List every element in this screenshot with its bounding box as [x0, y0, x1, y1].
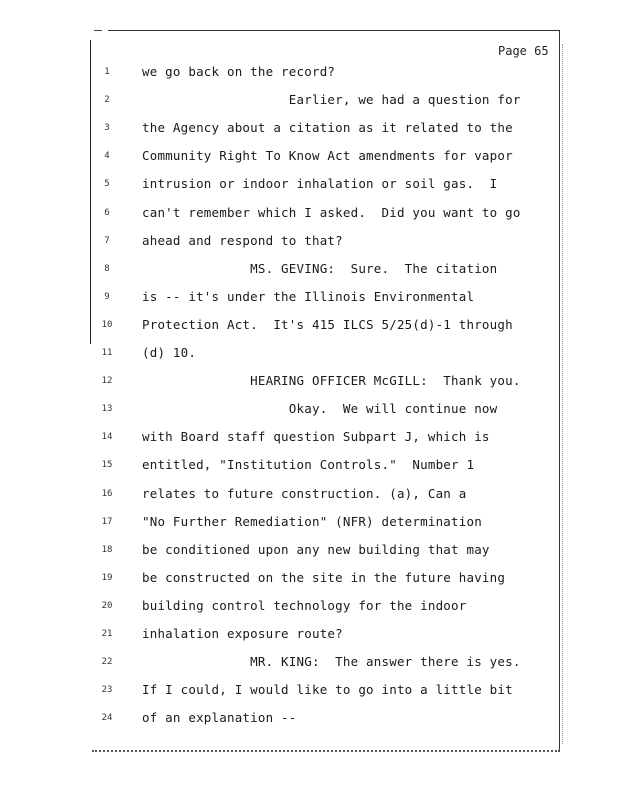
line-number: 19 [101, 572, 113, 583]
line-text: MS. GEVING: Sure. The citation [142, 260, 498, 276]
line-number: 10 [101, 319, 113, 330]
transcript-line [0, 64, 560, 82]
line-text: of an explanation -- [142, 710, 297, 726]
corner-mark [94, 30, 102, 31]
line-text: Community Right To Know Act amendments for vapor [142, 148, 513, 164]
transcript-line [0, 261, 560, 279]
line-number: 22 [101, 657, 113, 668]
line-number: 18 [101, 544, 113, 555]
line-text: can't remember which I asked. Did you want to go [142, 204, 521, 220]
page-number: Page 65 [498, 44, 549, 58]
line-text: building control technology for the indoor [142, 597, 467, 613]
line-number: 14 [101, 432, 113, 443]
transcript-line [0, 486, 560, 504]
line-number: 15 [101, 460, 113, 471]
line-number: 7 [104, 235, 110, 246]
page-frame-top [108, 30, 560, 31]
transcript-line [0, 148, 560, 166]
line-text: "No Further Remediation" (NFR) determination [142, 513, 482, 529]
transcript-line [0, 457, 560, 475]
line-number: 11 [101, 348, 113, 358]
line-text: If I could, I would like to go into a little bit [142, 682, 513, 698]
line-text: we go back on the record? [142, 64, 336, 79]
transcript-line [0, 682, 560, 700]
line-number: 2 [104, 95, 110, 106]
line-number: 13 [101, 404, 113, 415]
line-text: intrusion or indoor inhalation or soil gas. I [142, 176, 498, 192]
transcript-line [0, 401, 560, 419]
transcript-line [0, 176, 560, 194]
line-number: 20 [101, 600, 113, 611]
transcript-line [0, 233, 560, 251]
line-text: entitled, "Institution Controls." Number 1 [142, 457, 475, 473]
line-text: (d) 10. [142, 345, 197, 360]
line-number: 1 [104, 67, 110, 77]
line-number: 16 [101, 488, 113, 499]
line-text: HEARING OFFICER McGILL: Thank you. [142, 373, 521, 389]
line-text: MR. KING: The answer there is yes. [142, 654, 521, 670]
transcript-line [0, 710, 560, 728]
line-number: 5 [104, 179, 110, 190]
line-text: Protection Act. It's 415 ILCS 5/25(d)-1 through [142, 316, 513, 332]
line-text: Okay. We will continue now [142, 401, 498, 417]
line-text: is -- it's under the Illinois Environmental [142, 288, 475, 304]
page-bottom-rule [92, 750, 560, 752]
transcript-line [0, 570, 560, 588]
transcript-line [0, 429, 560, 447]
transcript-line [0, 654, 560, 672]
transcript-line [0, 373, 560, 391]
line-text: relates to future construction. (a), Can a [142, 485, 467, 501]
transcript-line [0, 317, 560, 335]
line-number: 12 [101, 376, 113, 387]
line-number: 4 [104, 151, 110, 162]
line-number: 17 [101, 516, 113, 527]
transcript-line [0, 92, 560, 110]
line-number: 8 [104, 263, 110, 274]
transcript-line [0, 289, 560, 307]
line-number: 23 [101, 685, 113, 696]
line-text: Earlier, we had a question for [142, 92, 521, 108]
line-text: inhalation exposure route? [142, 626, 343, 641]
line-number: 6 [104, 207, 110, 218]
line-number: 21 [101, 629, 113, 639]
transcript-line [0, 514, 560, 532]
line-text: be conditioned upon any new building that may [142, 541, 490, 557]
line-number: 3 [104, 123, 110, 134]
transcript-line [0, 598, 560, 616]
transcript-line [0, 626, 560, 644]
line-number: 9 [104, 291, 110, 302]
transcript-line [0, 542, 560, 560]
line-text: the Agency about a citation as it related to the [142, 120, 513, 136]
page-frame-right-dotted [562, 44, 564, 744]
transcript-line [0, 120, 560, 138]
line-text: ahead and respond to that? [142, 232, 343, 248]
transcript-line [0, 205, 560, 223]
line-number: 24 [101, 713, 113, 724]
transcript-line [0, 345, 560, 363]
line-text: with Board staff question Subpart J, which is [142, 429, 490, 445]
line-text: be constructed on the site in the future having [142, 569, 506, 585]
